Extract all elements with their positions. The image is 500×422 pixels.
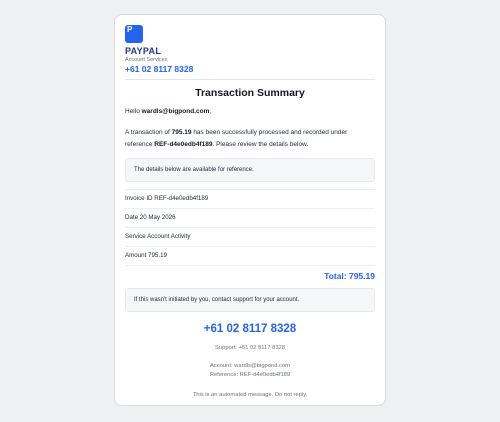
detail-row-service: Service Account Activity [125, 228, 375, 247]
details-list [125, 189, 375, 266]
email-card [114, 14, 386, 406]
detail-row-invoice: Invoice ID REF-d4e0edb4f189 [125, 189, 375, 209]
header-divider [125, 79, 375, 80]
brand-name: PAYPAL [125, 46, 162, 56]
message-part2: has been successfully processed and recorded under reference [125, 129, 348, 148]
transaction-message [125, 127, 375, 151]
detail-row-amount: Amount 795.19 [125, 247, 375, 266]
automated-message: This is an automated message. Do not reply. [192, 392, 308, 398]
greeting-suffix: , [209, 108, 212, 115]
support-phone-link[interactable]: +61 02 8117 8328 [203, 323, 297, 335]
greeting-email: wardls@bigpond.com [141, 108, 210, 115]
note-box: The details below are available for reference. [125, 158, 375, 182]
warning-box: If this wasn't initiated by you, contact support for your account. [125, 288, 375, 312]
total-amount: Total: 795.19 [324, 271, 375, 281]
message-reference: REF-d4e0edb4f189 [154, 141, 213, 148]
message-part3: . Please review the details below. [212, 141, 309, 148]
reference-line: Reference: REF-d4e0edb4f189 [209, 372, 291, 378]
message-part1: A transaction of [125, 129, 172, 136]
account-line: Account: wardls@bigpond.com [210, 363, 290, 369]
header-phone: +61 02 8117 8328 [125, 64, 194, 74]
message-amount: 795.19 [171, 129, 192, 136]
support-line: Support: +61 02 8117 8328 [215, 345, 285, 351]
brand-logo: P [125, 25, 143, 43]
detail-row-date: Date 20 May 2026 [125, 209, 375, 228]
brand-subtitle: Account Services [125, 57, 168, 63]
greeting-prefix: Hello [125, 108, 142, 115]
page-title: Transaction Summary [195, 87, 305, 99]
greeting [125, 106, 375, 118]
